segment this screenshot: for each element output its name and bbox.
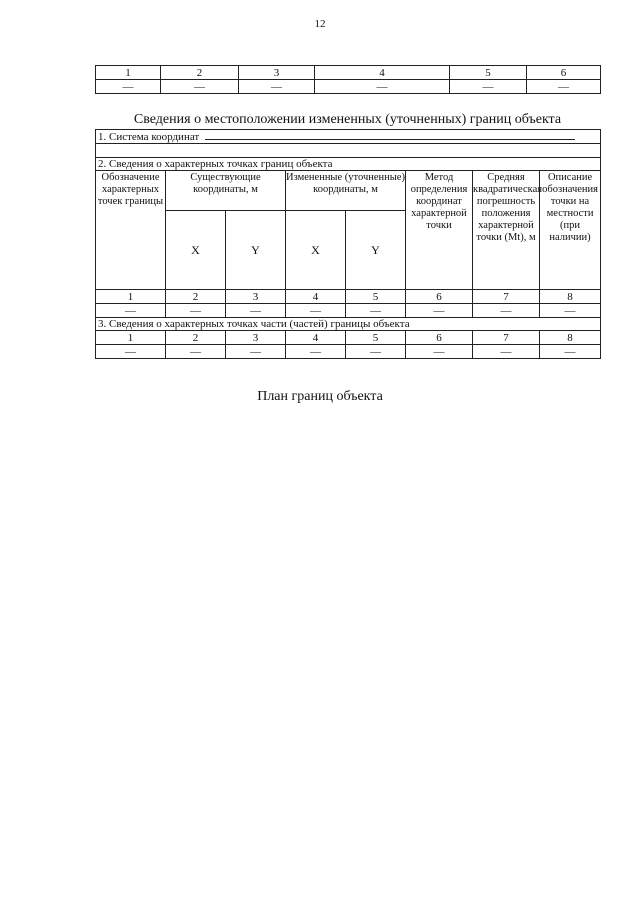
s3-dash-3: —	[226, 345, 286, 359]
s3-dash-7: —	[473, 345, 540, 359]
coord-system-underline	[205, 130, 575, 140]
main-num-2: 2	[166, 290, 226, 304]
header-changed: Измененные (уточненные) координаты, м	[286, 171, 406, 211]
main-dash-row	[96, 304, 601, 318]
s3-dash-4: —	[286, 345, 346, 359]
top-dash-6: —	[527, 80, 601, 94]
main-dash-5: —	[346, 304, 406, 318]
main-num-1: 1	[96, 290, 166, 304]
top-col-6: 6	[527, 66, 601, 80]
section3-label: 3. Сведения о характерных точках части (частей) границы объекта	[96, 318, 601, 331]
s3-num-4: 4	[286, 331, 346, 345]
coord-system-row	[96, 130, 601, 144]
header-existing: Существующие координаты, м	[166, 171, 286, 211]
blank-row	[96, 144, 601, 158]
top-dash-3: —	[239, 80, 315, 94]
top-dash-1: —	[96, 80, 161, 94]
main-dash-4: —	[286, 304, 346, 318]
main-dash-8: —	[540, 304, 601, 318]
header-existing-y: Y	[226, 211, 286, 290]
main-dash-3: —	[226, 304, 286, 318]
main-num-8: 8	[540, 290, 601, 304]
section2-label: 2. Сведения о характерных точках границ объекта	[96, 158, 601, 171]
blank-cell	[96, 144, 601, 158]
page-number: 12	[314, 18, 326, 30]
top-col-2: 2	[161, 66, 239, 80]
top-col-5: 5	[450, 66, 527, 80]
section2-row	[96, 158, 601, 171]
main-num-6: 6	[406, 290, 473, 304]
main-numbers-row	[96, 290, 601, 304]
s3-num-2: 2	[166, 331, 226, 345]
s3-num-6: 6	[406, 331, 473, 345]
s3-dash-6: —	[406, 345, 473, 359]
s3-num-8: 8	[540, 331, 601, 345]
section3-dash-row	[96, 345, 601, 359]
main-num-4: 4	[286, 290, 346, 304]
top-col-1: 1	[96, 66, 161, 80]
top-dash-4: —	[315, 80, 450, 94]
top-table-header-row	[96, 66, 601, 80]
s3-num-5: 5	[346, 331, 406, 345]
header-row-1	[96, 171, 601, 211]
header-existing-x: X	[166, 211, 226, 290]
section3-numbers-row	[96, 331, 601, 345]
coord-system-label: 1. Система координат	[98, 131, 200, 143]
header-changed-x: X	[286, 211, 346, 290]
header-designation: Обозначение характерных точек границы	[96, 171, 166, 290]
header-error: Средняя квадратическая погрешность положения характерной точки (Mt), м	[473, 171, 540, 290]
s3-num-7: 7	[473, 331, 540, 345]
top-col-4: 4	[315, 66, 450, 80]
s3-dash-1: —	[96, 345, 166, 359]
header-description: Описание обозначения точки на местности (при наличии)	[540, 171, 601, 290]
s3-num-1: 1	[96, 331, 166, 345]
main-dash-2: —	[166, 304, 226, 318]
section-title: Сведения о местоположении измененных (уточненных) границ объекта	[133, 112, 562, 127]
main-num-7: 7	[473, 290, 540, 304]
main-num-3: 3	[226, 290, 286, 304]
top-dash-5: —	[450, 80, 527, 94]
plan-title: План границ объекта	[257, 389, 383, 404]
main-dash-7: —	[473, 304, 540, 318]
top-table-dash-row	[96, 80, 601, 94]
top-dash-2: —	[161, 80, 239, 94]
s3-dash-2: —	[166, 345, 226, 359]
coord-system-cell	[96, 130, 601, 144]
boundary-table	[95, 129, 601, 359]
top-col-3: 3	[239, 66, 315, 80]
main-num-5: 5	[346, 290, 406, 304]
top-table	[95, 65, 601, 94]
s3-dash-5: —	[346, 345, 406, 359]
header-method: Метод определения координат характерной точки	[406, 171, 473, 290]
main-dash-1: —	[96, 304, 166, 318]
s3-num-3: 3	[226, 331, 286, 345]
main-dash-6: —	[406, 304, 473, 318]
s3-dash-8: —	[540, 345, 601, 359]
header-changed-y: Y	[346, 211, 406, 290]
section3-row	[96, 318, 601, 331]
